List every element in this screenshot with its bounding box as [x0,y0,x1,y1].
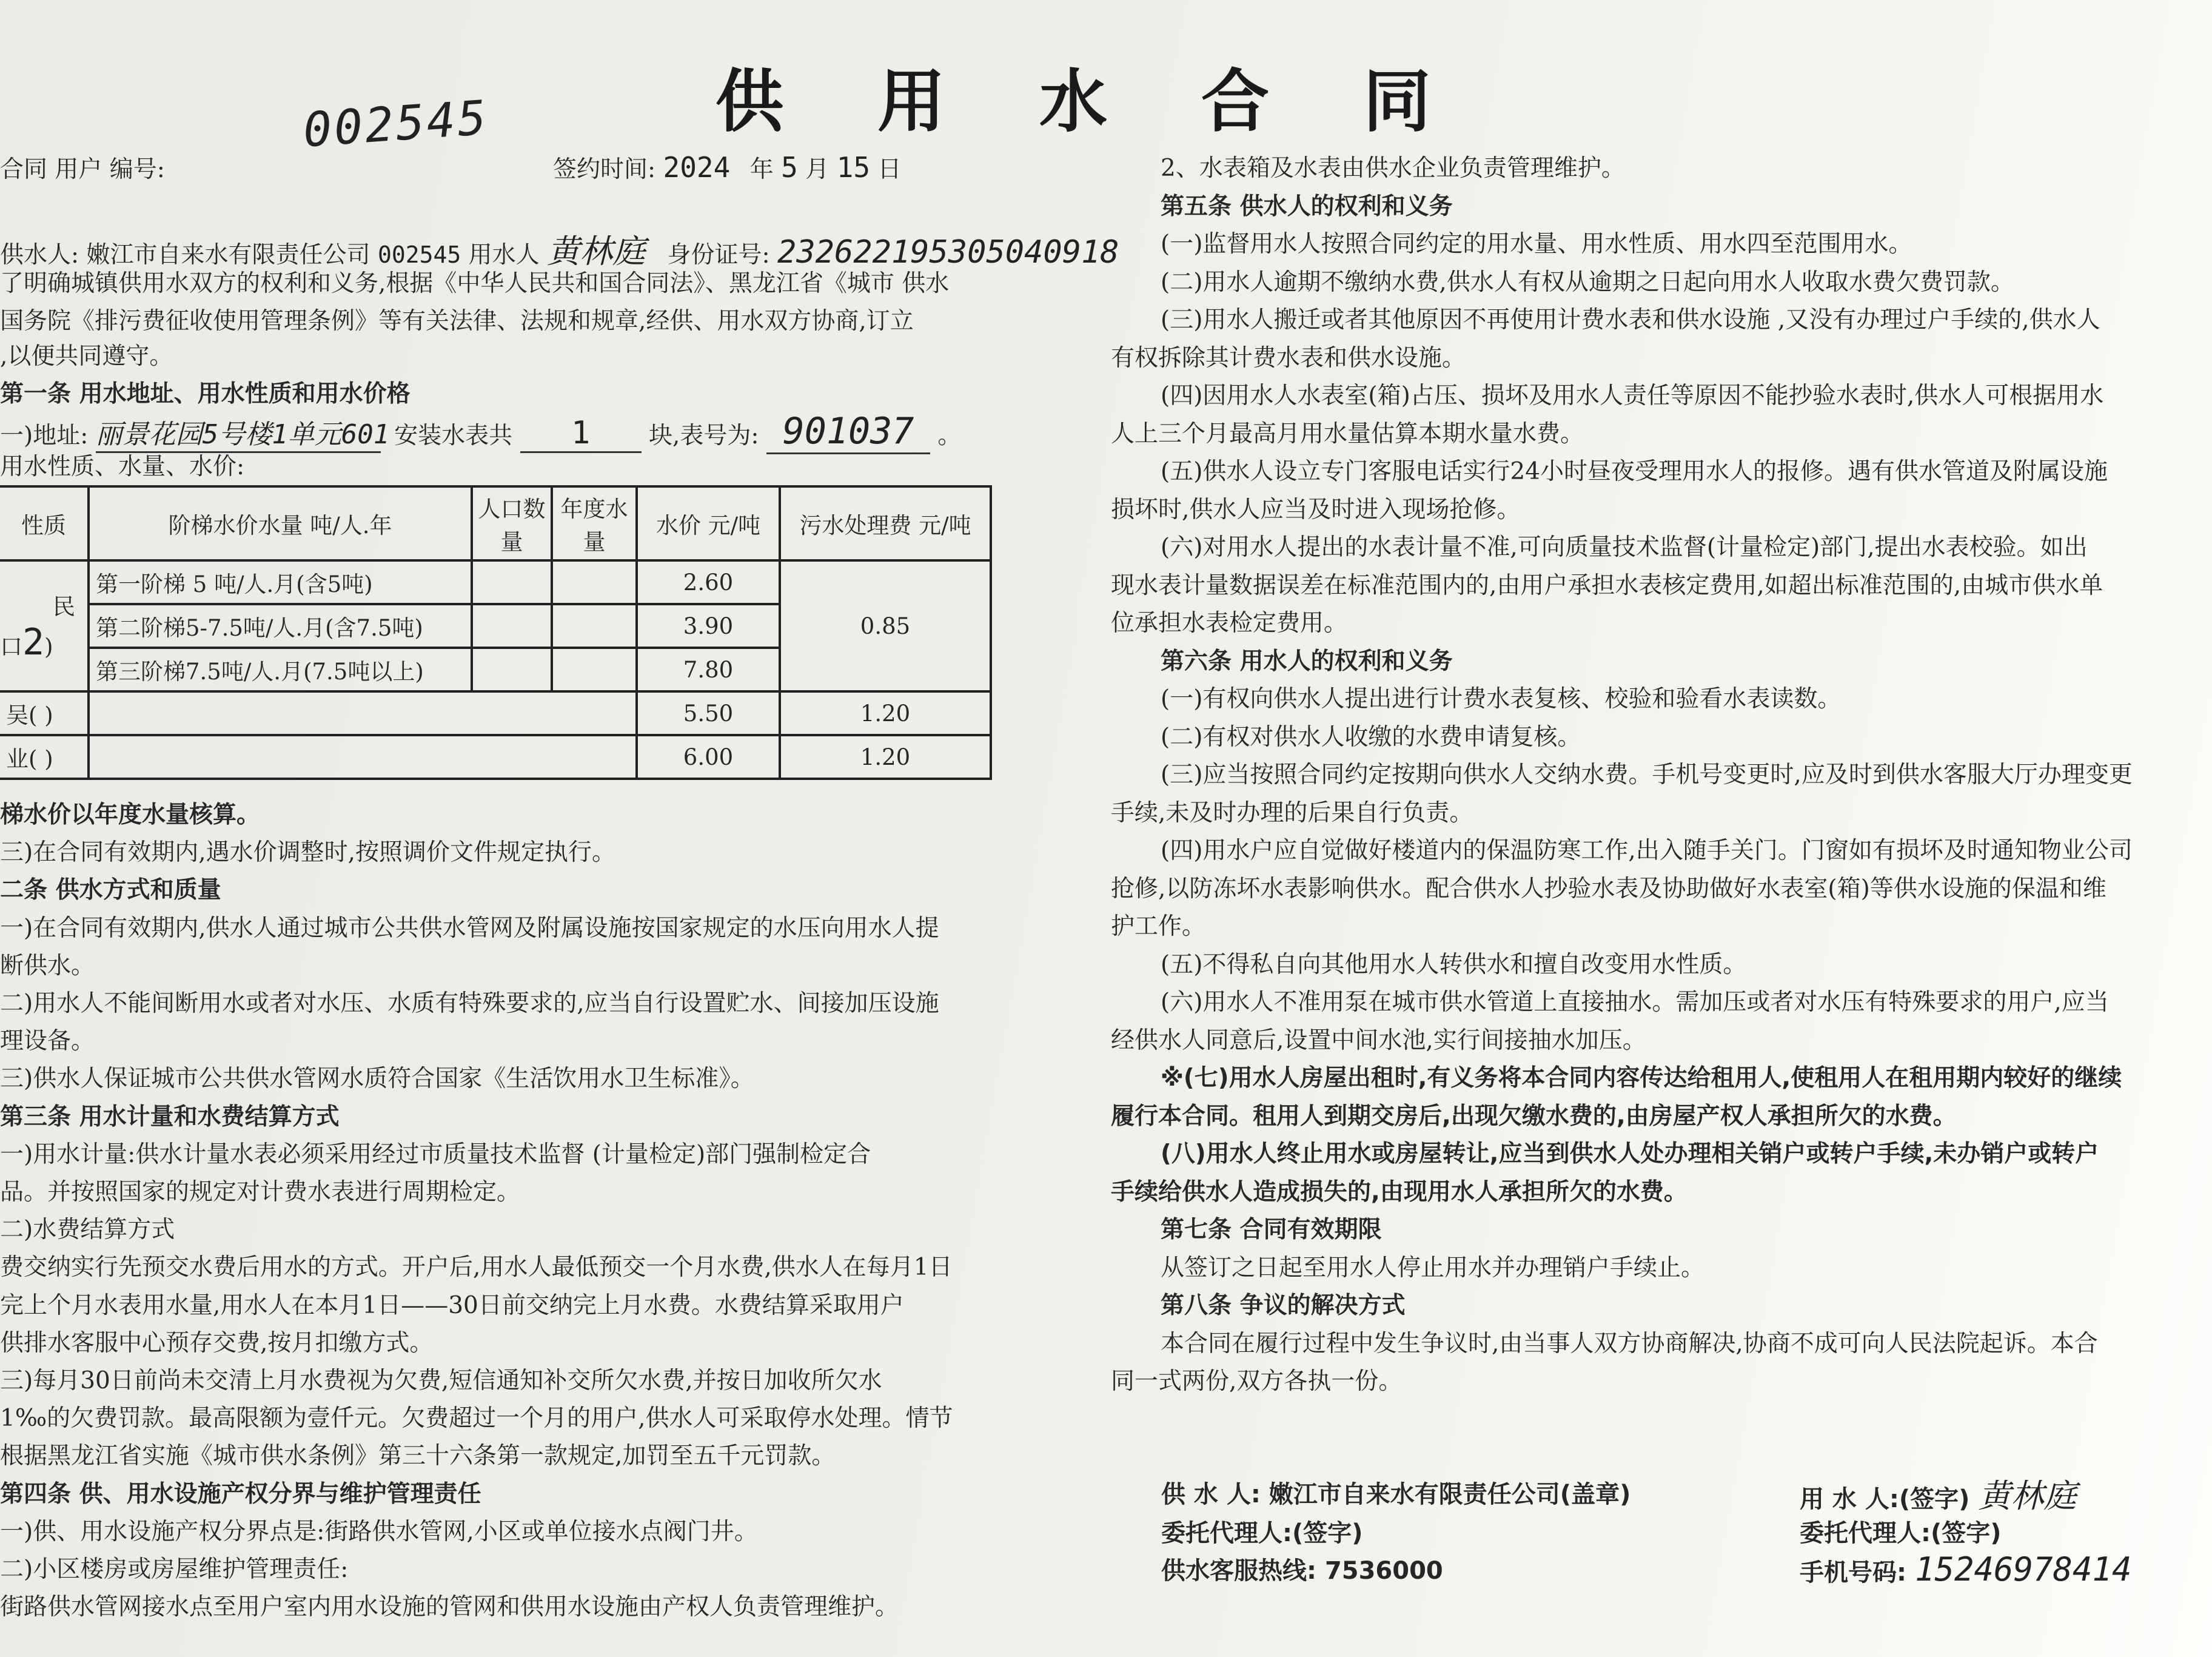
tier-label: 第一阶梯 5 吨/人.月(含5吨) [89,560,472,604]
table-header: 水价 元/吨 [637,486,780,560]
paragraph-line: (五)不得私自向其他用水人转供水和擅自改变用水性质。 [1161,951,1747,978]
supplier-name: 嫩江市自来水有限责任公司 [86,241,370,269]
resident-people-handwritten: 2 [22,621,45,664]
table-row [0,735,991,779]
section-heading: ※(七)用水人房屋出租时,有义务将本合同内容传达给租用人,使租用人在租用期内较好的继续 [1161,1064,2122,1092]
paragraph-line: 本合同在履行过程中发生争议时,由当事人双方协商解决,协商不成可向人民法院起诉。本合 [1161,1330,2098,1357]
sign-day: 15 [836,151,871,184]
month-label: 月 [805,156,830,183]
sign-date [553,150,902,184]
other-sewage-fee: 1.20 [780,735,991,779]
paragraph-line: 人上三个月最高月用水量估算本期水量水费。 [1111,420,1584,448]
section-heading: 第五条 供水人的权利和义务 [1161,193,1453,220]
phone-label: 手机号码: [1800,1559,1906,1587]
annual-volume-cell [552,604,637,648]
paragraph-line: (一)监督用水人按照合同约定的用水量、用水性质、用水四至范围用水。 [1161,230,1912,258]
sign-year: 2024 [663,151,731,184]
paragraph-line: 品。并按照国家的规定对计费水表进行周期检定。 [0,1178,521,1206]
table-header: 年度水量 [552,486,637,560]
sig-supplier-label: 供 水 人: [1161,1481,1261,1508]
tier-label: 第二阶梯5-7.5吨/人.月(含7.5吨) [89,604,472,648]
population-cell [472,560,552,604]
paragraph-line: (四)用水户应自觉做好楼道内的保温防寒工作,出入随手关门。门窗如有损坏及时通知物业公司 [1161,837,2133,864]
paragraph-line: 抢修,以防冻坏水表影响供水。配合供水人抄验水表及协助做好水表室(箱)等供水设施的保温和维 [1111,875,2106,902]
id-number-handwritten: 232622195305040918 [777,234,1119,271]
paragraph-line: 一)用水计量:供水计量水表必须采用经过市质量技术监督 (计量检定)部门强制检定合 [0,1141,871,1168]
paragraph-line: (二)用水人逾期不缴纳水费,供水人有权从逾期之日起向用水人收取水费欠费罚款。 [1161,269,2014,296]
year-label: 年 [749,156,774,183]
hotline-label: 供水客服热线: [1161,1557,1316,1585]
handwritten-contract-number: 002545 [301,90,491,158]
paragraph-line: 供排水客服中心预存交费,按月扣缴方式。 [0,1329,434,1357]
annual-volume-cell [552,648,637,691]
paragraph-line: 经供水人同意后,设置中间水池,实行间接抽水加压。 [1111,1027,1646,1054]
user-signature-line [1800,1470,2076,1517]
other-category-label: 吴( ) [0,691,89,735]
sig-supplier-value: 嫩江市自来水有限责任公司(盖章) [1269,1481,1631,1508]
section-heading: 手续给供水人造成损失的,由现用水人承担所欠的水费。 [1111,1178,1687,1206]
table-header-row [0,486,991,560]
paragraph-line: 一)供、用水设施产权分界点是:街路供水管网,小区或单位接水点阀门井。 [0,1518,758,1545]
preamble-line: 了明确城镇供用水双方的权利和义务,根据《中华人民共和国合同法》、黑龙江省《城市 供水 [0,270,950,297]
paragraph-line: 费交纳实行先预交水费后用水的方式。开户后,用水人最低预交一个月水费,供水人在每月1日 [0,1254,953,1281]
population-cell [472,604,552,648]
user-signature-handwritten: 黄林庭 [1978,1477,2077,1515]
address-handwritten: 丽景花园5号楼1单元601 [96,412,381,453]
section-heading: 第七条 合同有效期限 [1161,1216,1382,1243]
table-header: 污水处理费 元/吨 [780,486,991,560]
tier-price: 7.80 [637,648,780,691]
section-heading: 第六条 用水人的权利和义务 [1161,648,1453,675]
resident-label-top: 民 [53,594,75,620]
title-char: 水 [1039,62,1107,141]
user-label: 用水人 [468,241,540,269]
section-heading: 第三条 用水计量和水费结算方式 [0,1103,340,1131]
annual-volume-cell [552,560,637,604]
supplier-agent-line: 委托代理人:(签字) [1161,1519,1363,1547]
resident-category-cell [0,560,89,691]
section-heading: 第八条 争议的解决方式 [1161,1292,1406,1319]
paragraph-line: 根据黑龙江省实施《城市供水条例》第三十六条第一款规定,加罚至五千元罚款。 [0,1442,836,1470]
paragraph-line: 理设备。 [0,1027,95,1055]
paragraph-line: (三)用水人搬迁或者其他原因不再使用计费水表和供水设施 ,又没有办理过户手续的,供水人 [1161,306,2100,334]
table-row [0,691,991,735]
sign-month: 5 [781,151,798,184]
paragraph-line: 手续,未及时办理的后果自行负责。 [1111,799,1473,827]
supplier-signature-line [1161,1475,1631,1510]
usage-subheading: 用水性质、水量、水价: [0,453,245,480]
empty-cell [89,735,637,779]
title-char: 合 [1201,62,1269,141]
paragraph-line: (一)有权向供水人提出进行计费水表复核、校验和验看水表读数。 [1161,685,1842,713]
meter-label: 安装水表共 [394,422,513,449]
title-char: 同 [1363,62,1431,141]
paragraph-line: 现水表计量数据误差在标准范围内的,由用户承担水表核定费用,如超出标准范围的,由城市供水单 [1111,572,2103,599]
paragraph-line: 护工作。 [1111,913,1206,940]
line-end: 。 [937,422,962,449]
resident-sewage-fee: 0.85 [780,560,991,691]
section-heading: 第四条 供、用水设施产权分界与维护管理责任 [0,1481,481,1508]
tier-label: 第三阶梯7.5吨/人.月(7.5吨以上) [89,648,472,691]
hotline-number: 7536000 [1324,1557,1443,1585]
paragraph-line: 三)每月30日前尚未交清上月水费视为欠费,短信通知补交所欠水费,并按日加收所欠水 [0,1367,882,1394]
supplier-label: 供水人: [0,241,79,269]
sign-time-label: 签约时间: [553,156,656,183]
resident-people-count [0,621,87,664]
table-header: 性质 [0,486,89,560]
preamble-line: ,以便共同遵守。 [0,343,173,370]
paragraph-line: 二)水费结算方式 [0,1216,175,1243]
other-category-label: 业( ) [0,735,89,779]
paragraph-line: (五)供水人设立专门客服电话实行24小时昼夜受理用水人的报修。遇有供水管道及附属设施 [1161,458,2108,485]
table-header: 阶梯水价水量 吨/人.年 [89,486,472,560]
paragraph-line: 二)小区楼房或房屋维护管理责任: [0,1556,349,1583]
id-label: 身份证号: [667,241,770,269]
day-label: 日 [877,156,902,183]
tier-price: 2.60 [637,560,780,604]
paragraph-line: (四)因用水人水表室(箱)占压、损坏及用水人责任等原因不能抄验水表时,供水人可根据用水 [1161,382,2104,409]
paragraph-line: 三)供水人保证城市公共供水管网水质符合国家《生活饮用水卫生标准》。 [0,1065,754,1092]
paragraph-line: 完上个月水表用水量,用水人在本月1日——30日前交纳完上月水费。水费结算采取用户 [0,1292,904,1319]
paragraph-line: 断供水。 [0,952,95,980]
contract-title [716,47,1431,145]
meter-count: 1 [520,415,642,453]
section-heading: 二条 供水方式和质量 [0,876,221,904]
section-heading: 梯水价以年度水量核算。 [0,801,261,829]
resident-label-bottom: 口 [0,634,22,660]
paragraph-line: 位承担水表检定费用。 [1111,610,1348,637]
table-header: 人口数量 [472,486,552,560]
title-char: 用 [877,62,945,141]
preamble-line: 国务院《排污费征收使用管理条例》等有关法律、法规和规章,经供、用水双方协商,订立 [0,308,914,335]
other-price: 6.00 [637,735,780,779]
paragraph-line: (六)对用水人提出的水表计量不准,可向质量技术监督(计量检定)部门,提出水表校验。如出 [1161,534,2088,561]
paragraph-line: 从签订之日起至用水人停止用水并办理销户手续止。 [1161,1254,1705,1282]
paragraph-line: (二)有权对供水人收缴的水费申请复核。 [1161,724,1581,751]
user-agent-line: 委托代理人:(签字) [1800,1519,2002,1547]
address-label: 一)地址: [0,422,89,449]
meter-number-handwritten: 901037 [766,410,930,454]
meter-unit: 块,表号为: [649,422,759,449]
paragraph-line: (六)用水人不准用泵在城市供水管道上直接抽水。需加压或者对水压有特殊要求的用户,应当 [1161,989,2109,1016]
other-price: 5.50 [637,691,780,735]
paragraph-line: 有权拆除其计费水表和供水设施。 [1111,345,1466,372]
resident-label-close: ) [44,634,53,660]
sig-user-label: 用 水 人:(签字) [1800,1485,1970,1513]
tier-price: 3.90 [637,604,780,648]
supplier-code: 002545 [377,241,461,268]
hotline-line [1161,1551,1443,1586]
paragraph-line: 损坏时,供水人应当及时进入现场抢修。 [1111,496,1521,523]
paragraph-line: 同一式两份,双方各执一份。 [1111,1368,1403,1395]
paragraph-line: 1‰的欠费罚款。最高限额为壹仟元。欠费超过一个月的用户,供水人可采取停水处理。情节 [0,1405,953,1432]
user-name-handwritten: 黄林庭 [547,232,646,271]
population-cell [472,648,552,691]
paragraph-line: (三)应当按照合同约定按期向供水人交纳水费。手机号变更时,应及时到供水客服大厅办理变更 [1161,761,2133,788]
phone-line [1800,1550,2132,1588]
paragraph-line: 三)在合同有效期内,遇水价调整时,按照调价文件规定执行。 [0,839,616,866]
title-char: 供 [716,62,783,141]
price-table [0,485,992,780]
paragraph-line: 2、水表箱及水表由供水企业负责管理维护。 [1161,155,1625,182]
paragraph-line: 二)用水人不能间断用水或者对水压、水质有特殊要求的,应当自行设置贮水、间接加压设施 [0,990,939,1017]
other-sewage-fee: 1.20 [780,691,991,735]
section-heading: 履行本合同。租用人到期交房后,出现欠缴水费的,由房屋产权人承担所欠的水费。 [1111,1103,1957,1130]
contract-user-no-label: 合同 用户 编号: [0,156,165,183]
table-row [0,560,991,604]
paragraph-line: 一)在合同有效期内,供水人通过城市公共供水管网及附属设施按国家规定的水压向用水人提 [0,915,939,942]
paragraph-line: 街路供水管网接水点至用户室内用水设施的管网和供用水设施由产权人负责管理维护。 [0,1593,899,1621]
empty-cell [89,691,637,735]
phone-handwritten: 15246978414 [1914,1550,2132,1588]
article1-heading: 第一条 用水地址、用水性质和用水价格 [0,380,411,408]
section-heading: (八)用水人终止用水或房屋转让,应当到供水人处办理相关销户或转户手续,未办销户或转户 [1161,1140,2099,1168]
